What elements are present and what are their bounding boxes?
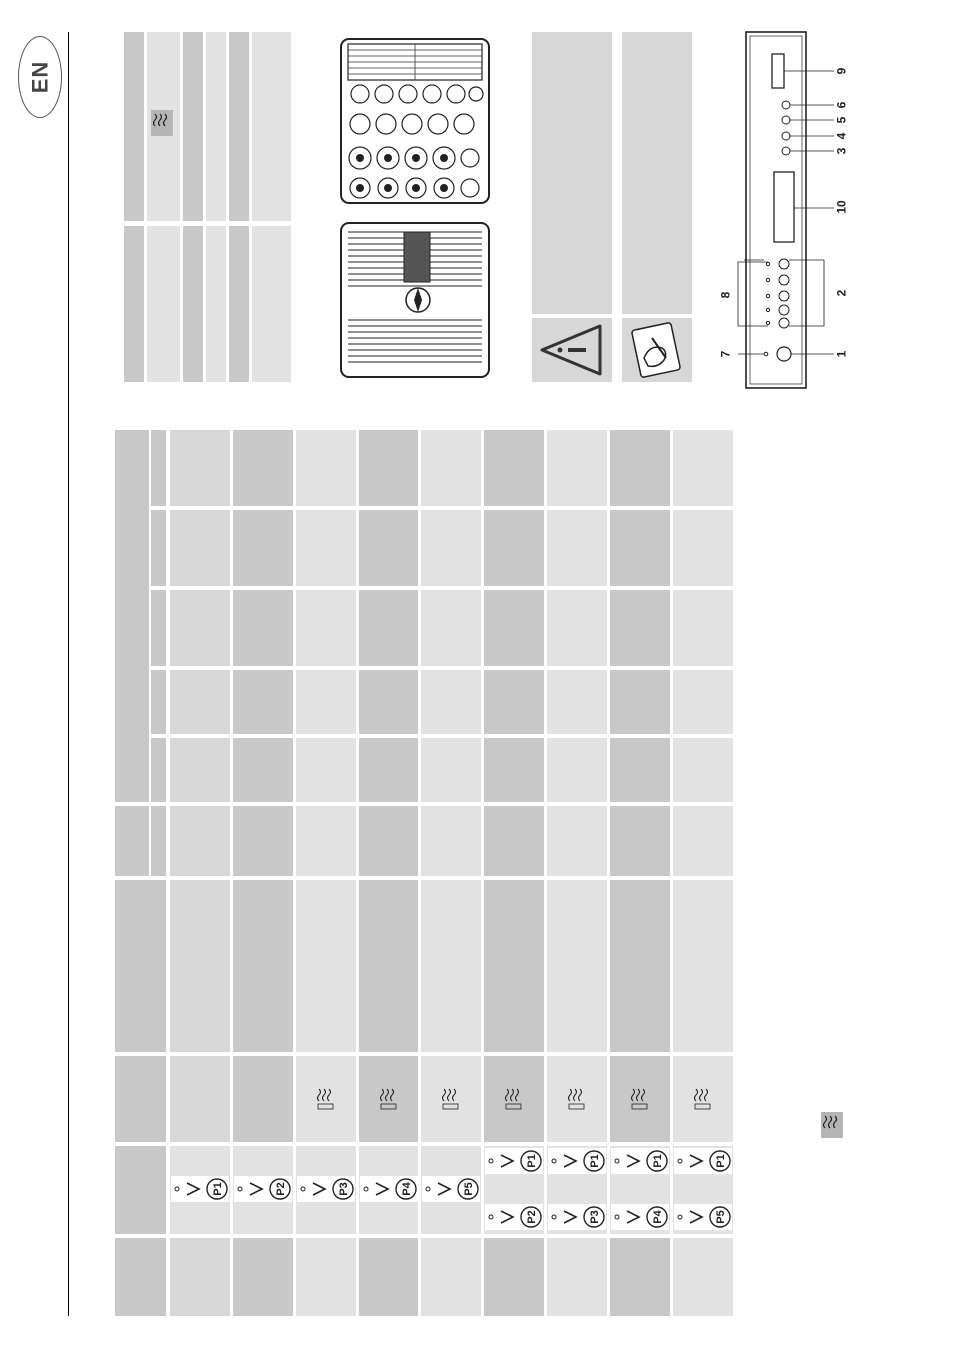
table-cell	[421, 430, 481, 506]
programme-label: P1	[212, 1182, 224, 1196]
table-cell	[296, 510, 356, 586]
eco-icon	[629, 1086, 651, 1112]
table-cell	[484, 1238, 544, 1316]
programme-icon-p5	[674, 1204, 732, 1230]
top-table-cell	[229, 226, 249, 382]
programme-icon-p3	[297, 1176, 355, 1202]
table-header-cell	[151, 430, 166, 506]
table-header-cell	[115, 1056, 166, 1142]
table-cell	[170, 590, 230, 666]
programme-icon-p4	[611, 1204, 669, 1230]
table-cell	[673, 430, 733, 506]
table-cell	[673, 880, 733, 1052]
table-cell	[610, 880, 670, 1052]
language-badge-text: EN	[27, 60, 52, 94]
table-cell	[484, 806, 544, 876]
programme-icon-p4	[360, 1176, 418, 1202]
eco-icon	[566, 1086, 588, 1112]
top-table-cell	[124, 226, 144, 382]
table-cell	[170, 430, 230, 506]
table-cell	[610, 1238, 670, 1316]
table-header-cell	[151, 590, 166, 666]
programme-label: P3	[589, 1210, 601, 1224]
programme-label: P1	[589, 1154, 601, 1168]
eco-icon	[503, 1086, 525, 1112]
table-cell	[673, 670, 733, 734]
table-cell	[484, 738, 544, 802]
warning-box-text	[532, 32, 612, 314]
top-table-cell	[124, 32, 144, 221]
table-cell	[170, 670, 230, 734]
table-header-cell	[115, 1238, 166, 1316]
table-cell	[421, 806, 481, 876]
programme-icon-p1	[485, 1148, 543, 1174]
table-header-cell	[115, 806, 149, 876]
table-cell	[359, 806, 418, 876]
table-cell	[359, 590, 418, 666]
table-cell	[610, 738, 670, 802]
table-cell	[484, 880, 544, 1052]
table-cell	[233, 806, 293, 876]
table-cell	[610, 430, 670, 506]
table-cell	[296, 880, 356, 1052]
table-cell	[421, 880, 481, 1052]
table-cell	[421, 738, 481, 802]
top-table-cell	[252, 32, 291, 221]
tip-box-text	[622, 32, 692, 314]
language-badge	[18, 36, 62, 118]
table-cell	[484, 590, 544, 666]
table-header-cell	[115, 1146, 166, 1234]
programme-label: P2	[275, 1182, 287, 1196]
table-cell	[233, 1238, 293, 1316]
callout-2: 2	[834, 289, 849, 297]
table-cell	[610, 590, 670, 666]
table-cell	[547, 430, 607, 506]
table-cell	[610, 670, 670, 734]
table-cell	[673, 590, 733, 666]
hand-with-notepad-icon	[622, 318, 692, 382]
table-cell	[547, 590, 607, 666]
eco-icon	[440, 1086, 462, 1112]
upper-rack-illustration	[338, 36, 492, 206]
programme-icon-p2	[234, 1176, 292, 1202]
table-cell	[359, 430, 418, 506]
top-table-cell	[183, 226, 203, 382]
callout-9: 9	[834, 67, 849, 75]
eco-legend-icon	[821, 1112, 843, 1138]
programme-icon-p1	[611, 1148, 669, 1174]
table-cell	[170, 806, 230, 876]
table-cell	[296, 1238, 356, 1316]
table-cell	[547, 880, 607, 1052]
table-cell	[170, 880, 230, 1052]
table-cell	[170, 738, 230, 802]
callout-8: 8	[718, 291, 733, 299]
table-cell	[170, 1056, 230, 1142]
table-cell	[296, 670, 356, 734]
callout-3: 3	[834, 147, 849, 155]
table-cell	[296, 430, 356, 506]
table-cell	[673, 1238, 733, 1316]
table-cell	[421, 590, 481, 666]
programme-label: P1	[715, 1154, 727, 1168]
top-table-cell	[147, 226, 180, 382]
table-cell	[233, 1056, 293, 1142]
page-rule	[68, 32, 69, 1316]
table-cell	[547, 1238, 607, 1316]
table-cell	[233, 430, 293, 506]
programme-label: P2	[526, 1210, 538, 1224]
table-header-cell	[151, 510, 166, 586]
table-cell	[233, 880, 293, 1052]
table-cell	[170, 510, 230, 586]
table-cell	[233, 670, 293, 734]
warning-triangle-icon	[532, 318, 612, 382]
callout-4: 4	[834, 132, 849, 140]
programme-label: P1	[526, 1154, 538, 1168]
top-table-cell	[252, 226, 291, 382]
callout-10: 10	[834, 200, 849, 214]
table-cell	[421, 510, 481, 586]
table-cell	[610, 806, 670, 876]
top-table-cell	[206, 226, 226, 382]
table-cell	[673, 806, 733, 876]
callout-7: 7	[718, 350, 733, 358]
table-cell	[296, 590, 356, 666]
table-cell	[359, 670, 418, 734]
table-header-cell	[115, 430, 149, 802]
table-cell	[673, 510, 733, 586]
table-cell	[233, 738, 293, 802]
table-cell	[547, 738, 607, 802]
table-cell	[673, 738, 733, 802]
eco-icon	[315, 1086, 337, 1112]
lower-rack-illustration	[338, 220, 492, 380]
table-cell	[610, 510, 670, 586]
top-table-cell	[183, 32, 203, 221]
programme-icon-p5	[422, 1176, 480, 1202]
programme-icon-p1	[674, 1148, 732, 1174]
table-cell	[547, 806, 607, 876]
programme-icon-p1	[171, 1176, 229, 1202]
table-cell	[170, 1238, 230, 1316]
programme-icon-p2	[485, 1204, 543, 1230]
table-cell	[233, 590, 293, 666]
table-header-cell	[151, 670, 166, 734]
eco-icon	[378, 1086, 400, 1112]
control-panel-leaders	[730, 258, 770, 358]
programme-label: P5	[715, 1210, 727, 1224]
table-header-cell	[151, 738, 166, 802]
programme-label: P4	[401, 1182, 413, 1196]
warning-box-icon-cell	[532, 318, 612, 382]
table-cell	[421, 1238, 481, 1316]
callout-6: 6	[834, 101, 849, 109]
table-cell	[547, 670, 607, 734]
callout-1: 1	[834, 350, 849, 358]
table-cell	[296, 738, 356, 802]
table-cell	[233, 510, 293, 586]
callout-5: 5	[834, 116, 849, 124]
tip-box-icon-cell	[622, 318, 692, 382]
table-cell	[359, 738, 418, 802]
table-header-cell	[151, 806, 166, 876]
programme-label: P3	[338, 1182, 350, 1196]
programme-icon-p1	[548, 1148, 606, 1174]
table-cell	[547, 510, 607, 586]
programme-label: P5	[463, 1182, 475, 1196]
top-table-cell	[206, 32, 226, 221]
table-cell	[359, 510, 418, 586]
eco-icon	[151, 110, 173, 136]
table-cell	[484, 430, 544, 506]
programme-label: P1	[652, 1154, 664, 1168]
table-header-cell	[115, 880, 166, 1052]
programme-icon-p3	[548, 1204, 606, 1230]
table-cell	[421, 670, 481, 734]
eco-icon	[692, 1086, 714, 1112]
table-cell	[484, 670, 544, 734]
table-cell	[484, 510, 544, 586]
table-cell	[359, 880, 418, 1052]
programme-label: P4	[652, 1210, 664, 1224]
table-cell	[359, 1238, 418, 1316]
table-cell	[296, 806, 356, 876]
top-table-cell	[229, 32, 249, 221]
